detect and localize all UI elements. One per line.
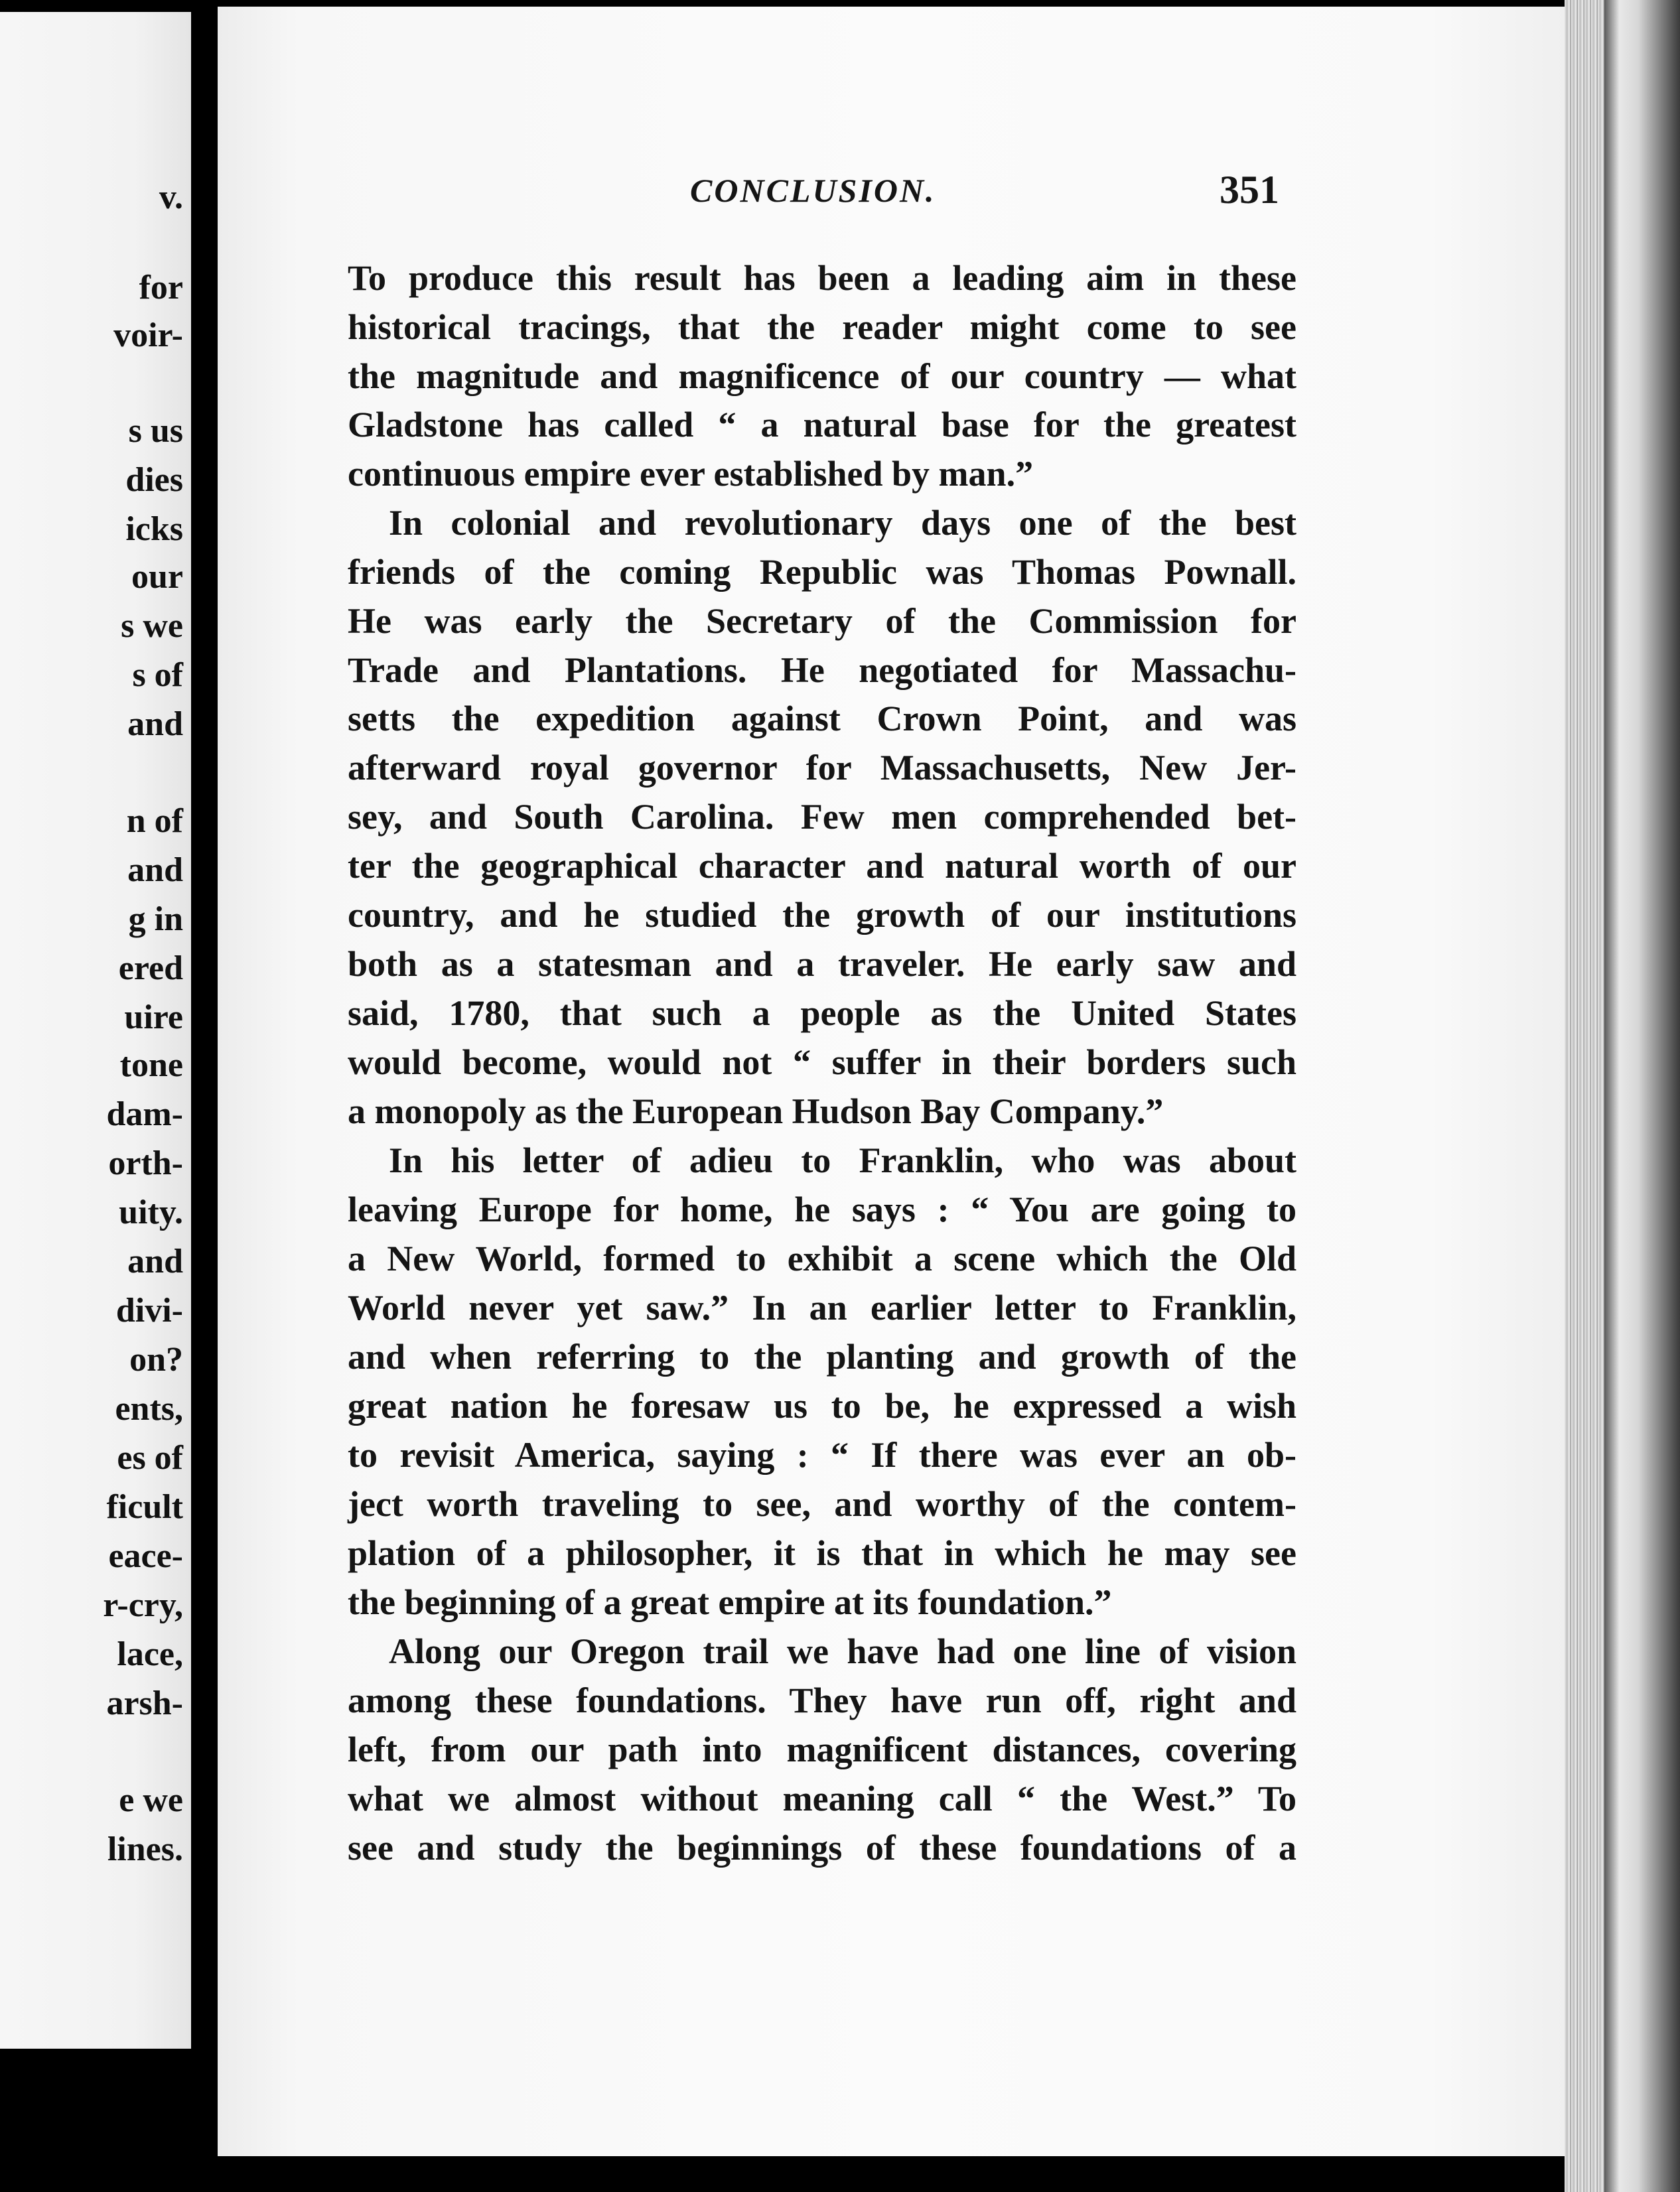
left-page-line: uire [124, 998, 183, 1036]
text-line: both as a statesman and a traveler. He early saw and [348, 944, 1296, 984]
text-line: friends of the coming Republic was Thomas Pownall. [348, 552, 1296, 592]
left-page-line: dam- [106, 1095, 183, 1133]
left-page-line: arsh- [106, 1684, 183, 1722]
text-line: what we almost without meaning call “ the West.” To [348, 1779, 1296, 1818]
left-page-line: lines. [107, 1830, 183, 1868]
left-page-line: r-cry, [103, 1586, 183, 1624]
text-line: and when referring to the planting and growth of the [348, 1337, 1296, 1377]
left-page-line: lace, [117, 1635, 183, 1673]
left-page-line: ered [118, 949, 183, 987]
left-page-line: ents, [115, 1390, 183, 1428]
left-page-line: n of [126, 802, 183, 840]
running-head: CONCLUSION. [690, 172, 936, 209]
left-page-line: and [127, 1243, 183, 1280]
text-line: Gladstone has called “ a natural base for the greatest [348, 405, 1296, 445]
text-line: setts the expedition against Crown Point, and was [348, 699, 1296, 738]
left-page-line: v. [159, 178, 183, 216]
left-page-line: our [131, 558, 183, 596]
left-page-line: es of [117, 1439, 183, 1477]
text-line: World never yet saw.” In an earlier letter to Franklin, [348, 1288, 1296, 1328]
left-facing-page [0, 12, 191, 2049]
text-line: a monopoly as the European Hudson Bay Company.” [348, 1091, 1164, 1131]
left-page-line: s we [121, 607, 183, 645]
left-page-line: dies [125, 461, 183, 499]
text-line: In his letter of adieu to Franklin, who was about [389, 1140, 1296, 1180]
left-page-line: for [139, 269, 183, 307]
text-line: He was early the Secretary of the Commission for [348, 601, 1296, 641]
left-page-line: s us [128, 412, 183, 450]
text-line: To produce this result has been a leading aim in these [348, 258, 1296, 298]
left-page-line: and [127, 851, 183, 889]
book-gutter [191, 0, 218, 2192]
text-line: left, from our path into magnificent distances, covering [348, 1730, 1296, 1769]
left-page-line: on? [129, 1341, 183, 1379]
page-number: 351 [1220, 168, 1279, 212]
text-line: said, 1780, that such a people as the United States [348, 993, 1296, 1033]
text-line: continuous empire ever established by man.” [348, 454, 1034, 494]
text-line: In colonial and revolutionary days one of the best [389, 503, 1296, 543]
text-line: would become, would not “ suffer in their borders such [348, 1042, 1296, 1082]
left-page-line: e we [119, 1781, 183, 1819]
book-cover-edge [1604, 0, 1680, 2192]
left-page-line: ficult [106, 1488, 183, 1526]
text-line: afterward royal governor for Massachusetts, New Jer- [348, 748, 1296, 788]
left-page-line: divi- [115, 1292, 183, 1330]
text-line: sey, and South Carolina. Few men comprehended bet- [348, 797, 1296, 837]
text-line: Trade and Plantations. He negotiated for Massachu- [348, 650, 1296, 690]
text-line: Along our Oregon trail we have had one line of vision [389, 1631, 1296, 1671]
text-line: plation of a philosopher, it is that in which he may see [348, 1533, 1296, 1573]
left-page-line: tone [119, 1046, 183, 1084]
text-line: country, and he studied the growth of our institutions [348, 895, 1296, 935]
page-edges [1565, 0, 1604, 2192]
left-page-line: s of [132, 656, 183, 694]
text-line: historical tracings, that the reader might come to see [348, 307, 1296, 347]
text-line: a New World, formed to exhibit a scene which the Old [348, 1239, 1296, 1278]
text-line: leaving Europe for home, he says : “ You are going to [348, 1190, 1296, 1229]
text-line: the magnitude and magnificence of our country — what [348, 356, 1296, 396]
text-line: the beginning of a great empire at its foundation.” [348, 1582, 1112, 1622]
left-page-line: g in [128, 900, 183, 938]
left-page-line: voir- [113, 316, 183, 354]
text-line: among these foundations. They have run off, right and [348, 1680, 1296, 1720]
text-line: ject worth traveling to see, and worthy of the contem- [348, 1484, 1296, 1524]
text-line: ter the geographical character and natural worth of our [348, 846, 1296, 886]
left-page-line: and [127, 705, 183, 743]
left-page-line: eace- [108, 1537, 183, 1575]
left-page-line: uity. [119, 1194, 183, 1231]
text-line: to revisit America, saying : “ If there was ever an ob- [348, 1435, 1296, 1475]
text-line: great nation he foresaw us to be, he expressed a wish [348, 1386, 1296, 1426]
text-line: see and study the beginnings of these foundations of a [348, 1828, 1296, 1868]
left-page-line: icks [125, 510, 183, 548]
left-page-line: orth- [108, 1144, 183, 1182]
